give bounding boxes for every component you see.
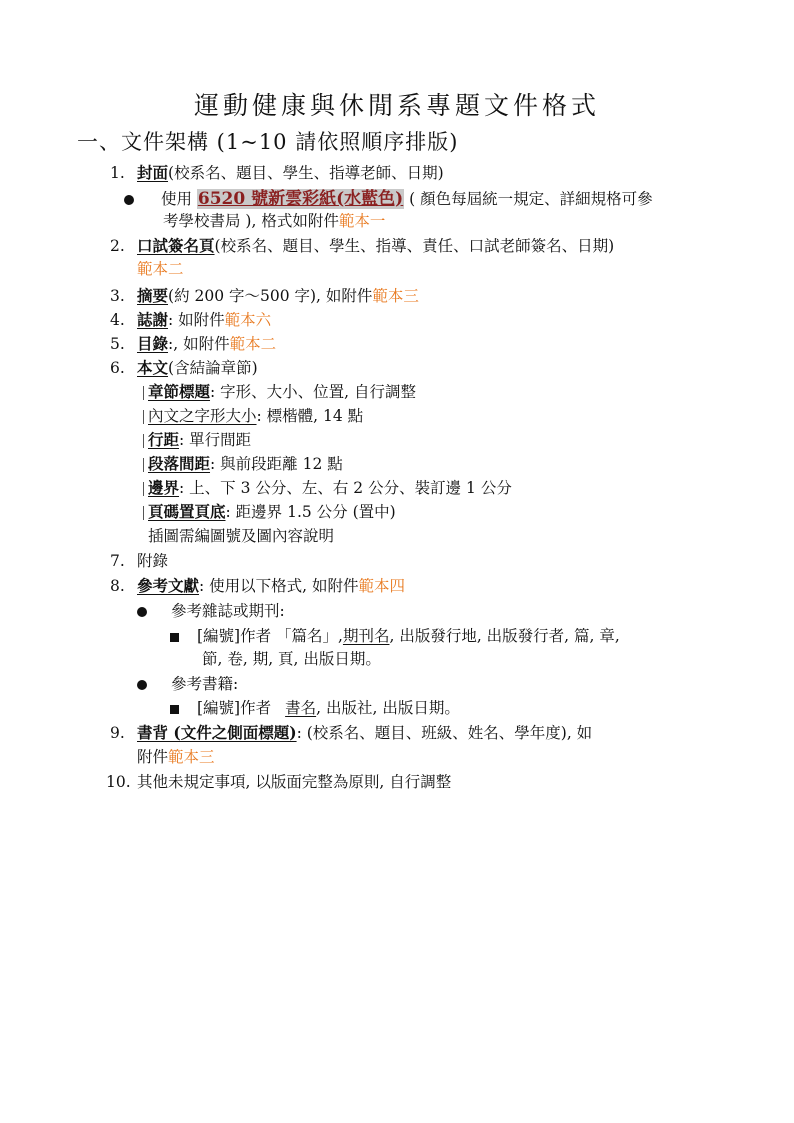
sub-item	[143, 429, 251, 451]
journal-ref	[137, 600, 285, 622]
format-part: [編號]作者	[197, 699, 272, 717]
item-name: 書背 (文件之側面標題)	[137, 723, 297, 742]
item-appendix	[110, 550, 168, 572]
paper-highlight: 6520 號新雲彩紙(水藍色)	[197, 189, 404, 209]
item-number: 5.	[110, 335, 125, 353]
template-ref: 範本三	[372, 287, 419, 305]
sub-item	[143, 405, 363, 427]
item-number: 7.	[110, 552, 125, 570]
item-desc: : 如附件	[168, 311, 225, 329]
item-name: 誌謝	[137, 310, 169, 329]
bullet-icon	[137, 680, 147, 690]
cover-note-line2	[163, 210, 385, 232]
book-format	[170, 697, 460, 719]
note-line2: 考學校書局 ), 格式如附件	[163, 212, 339, 230]
marker-icon	[143, 458, 144, 472]
square-bullet-icon	[170, 633, 179, 642]
page-title: 運動健康與休閒系專題文件格式	[193, 91, 600, 120]
template-ref: 範本四	[358, 577, 406, 595]
item-desc: : (校系名、題目、班級、姓名、學年度), 如	[296, 724, 593, 742]
item-number: 2.	[110, 237, 125, 255]
spine-prefix: 附件	[137, 748, 169, 766]
book-label: 參考書籍:	[171, 675, 239, 693]
template-ref: 範本二	[229, 335, 277, 353]
format-part: , 出版發行地, 出版發行者, 篇, 章,	[389, 627, 620, 645]
marker-icon	[143, 386, 144, 400]
sub-item-name: 行距	[148, 430, 180, 449]
sub-item-desc: : 單行間距	[179, 431, 252, 449]
bullet-icon	[137, 607, 147, 617]
item-name: 目錄	[137, 334, 169, 353]
cover-note	[124, 188, 653, 210]
note-prefix: 使用	[160, 190, 192, 208]
book-ref	[137, 673, 238, 695]
sub-item-desc: : 距邊界 1.5 公分 (置中)	[225, 503, 396, 521]
sub-item-desc: : 上、下 3 公分、左、右 2 公分、裝訂邊 1 公分	[179, 479, 512, 497]
item-desc: (含結論章節)	[168, 359, 258, 377]
item-thanks	[110, 309, 271, 331]
template-ref: 範本二	[137, 260, 184, 278]
item-abstract	[110, 285, 419, 307]
item-number: 6.	[110, 359, 125, 377]
sub-item	[143, 453, 343, 475]
sub-item-desc: : 字形、大小、位置, 自行調整	[210, 383, 417, 401]
item-number: 3.	[110, 287, 125, 305]
sub-item	[143, 381, 416, 403]
template-ref: 範本三	[168, 748, 215, 766]
item-name: 封面	[137, 163, 169, 182]
item-number: 4.	[110, 311, 125, 329]
item-desc: : 使用以下格式, 如附件	[199, 577, 359, 595]
item-desc: (校系名、題目、學生、指導老師、日期)	[168, 164, 444, 182]
item-cover	[110, 162, 444, 184]
marker-icon	[143, 506, 144, 520]
sub-item-desc: : 與前段距離 12 點	[210, 455, 343, 473]
item-desc: (約 200 字～500 字), 如附件	[168, 287, 373, 305]
book-name: 書名	[285, 699, 317, 717]
sub-item-name: 邊界	[148, 478, 180, 497]
item-other	[106, 771, 451, 793]
sub-item	[143, 501, 396, 523]
item-name: 口試簽名頁	[137, 236, 215, 255]
marker-icon	[143, 482, 144, 496]
item-oral-sign	[110, 235, 614, 257]
sub-item-desc: : 標楷體, 14 點	[256, 407, 364, 425]
item-desc: :, 如附件	[168, 335, 230, 353]
format-part: , 出版社, 出版日期。	[316, 699, 460, 717]
item-name: 摘要	[137, 286, 169, 305]
template-ref: 範本六	[224, 311, 272, 329]
template-ref: 範本一	[338, 212, 386, 230]
bullet-icon	[124, 195, 134, 205]
item-number: 1.	[110, 164, 125, 182]
item-name: 參考文獻	[137, 576, 200, 595]
journal-format	[170, 625, 620, 647]
item-toc	[110, 333, 276, 355]
item-number: 10.	[106, 773, 131, 791]
spine-line2	[137, 746, 215, 768]
item-number: 9.	[110, 724, 125, 742]
item-name: 本文	[137, 358, 169, 377]
format-part: [編號]作者 「篇名」,	[197, 627, 343, 645]
sub-item-name: 段落間距	[148, 454, 211, 473]
sub-item-name: 頁碼置頁底	[148, 502, 226, 521]
item-name: 附錄	[137, 552, 169, 570]
section-heading: 一、文件架構 (1~10 請依照順序排版)	[77, 130, 459, 154]
sub-item-name: 內文之字形大小	[148, 407, 257, 425]
item-spine	[110, 722, 592, 744]
marker-icon	[143, 434, 144, 448]
item-desc: 其他未規定事項, 以版面完整為原則, 自行調整	[137, 773, 452, 791]
item-number: 8.	[110, 577, 125, 595]
note-post: ( 顏色每屆統一規定、詳細規格可參	[409, 190, 653, 208]
journal-format-line2: 節, 卷, 期, 頁, 出版日期。	[202, 650, 381, 668]
sub-item-name: 章節標題	[148, 382, 211, 401]
marker-icon	[143, 410, 144, 424]
item-main-text	[110, 357, 258, 379]
sub-item	[143, 477, 512, 499]
item-desc: (校系名、題目、學生、指導、責任、口試老師簽名、日期)	[214, 237, 615, 255]
figure-note: 插圖需編圖號及圖內容說明	[148, 527, 335, 545]
journal-label: 參考雜誌或期刊:	[171, 602, 285, 620]
journal-name: 期刊名	[342, 627, 390, 645]
item-references	[110, 575, 405, 597]
square-bullet-icon	[170, 705, 179, 714]
